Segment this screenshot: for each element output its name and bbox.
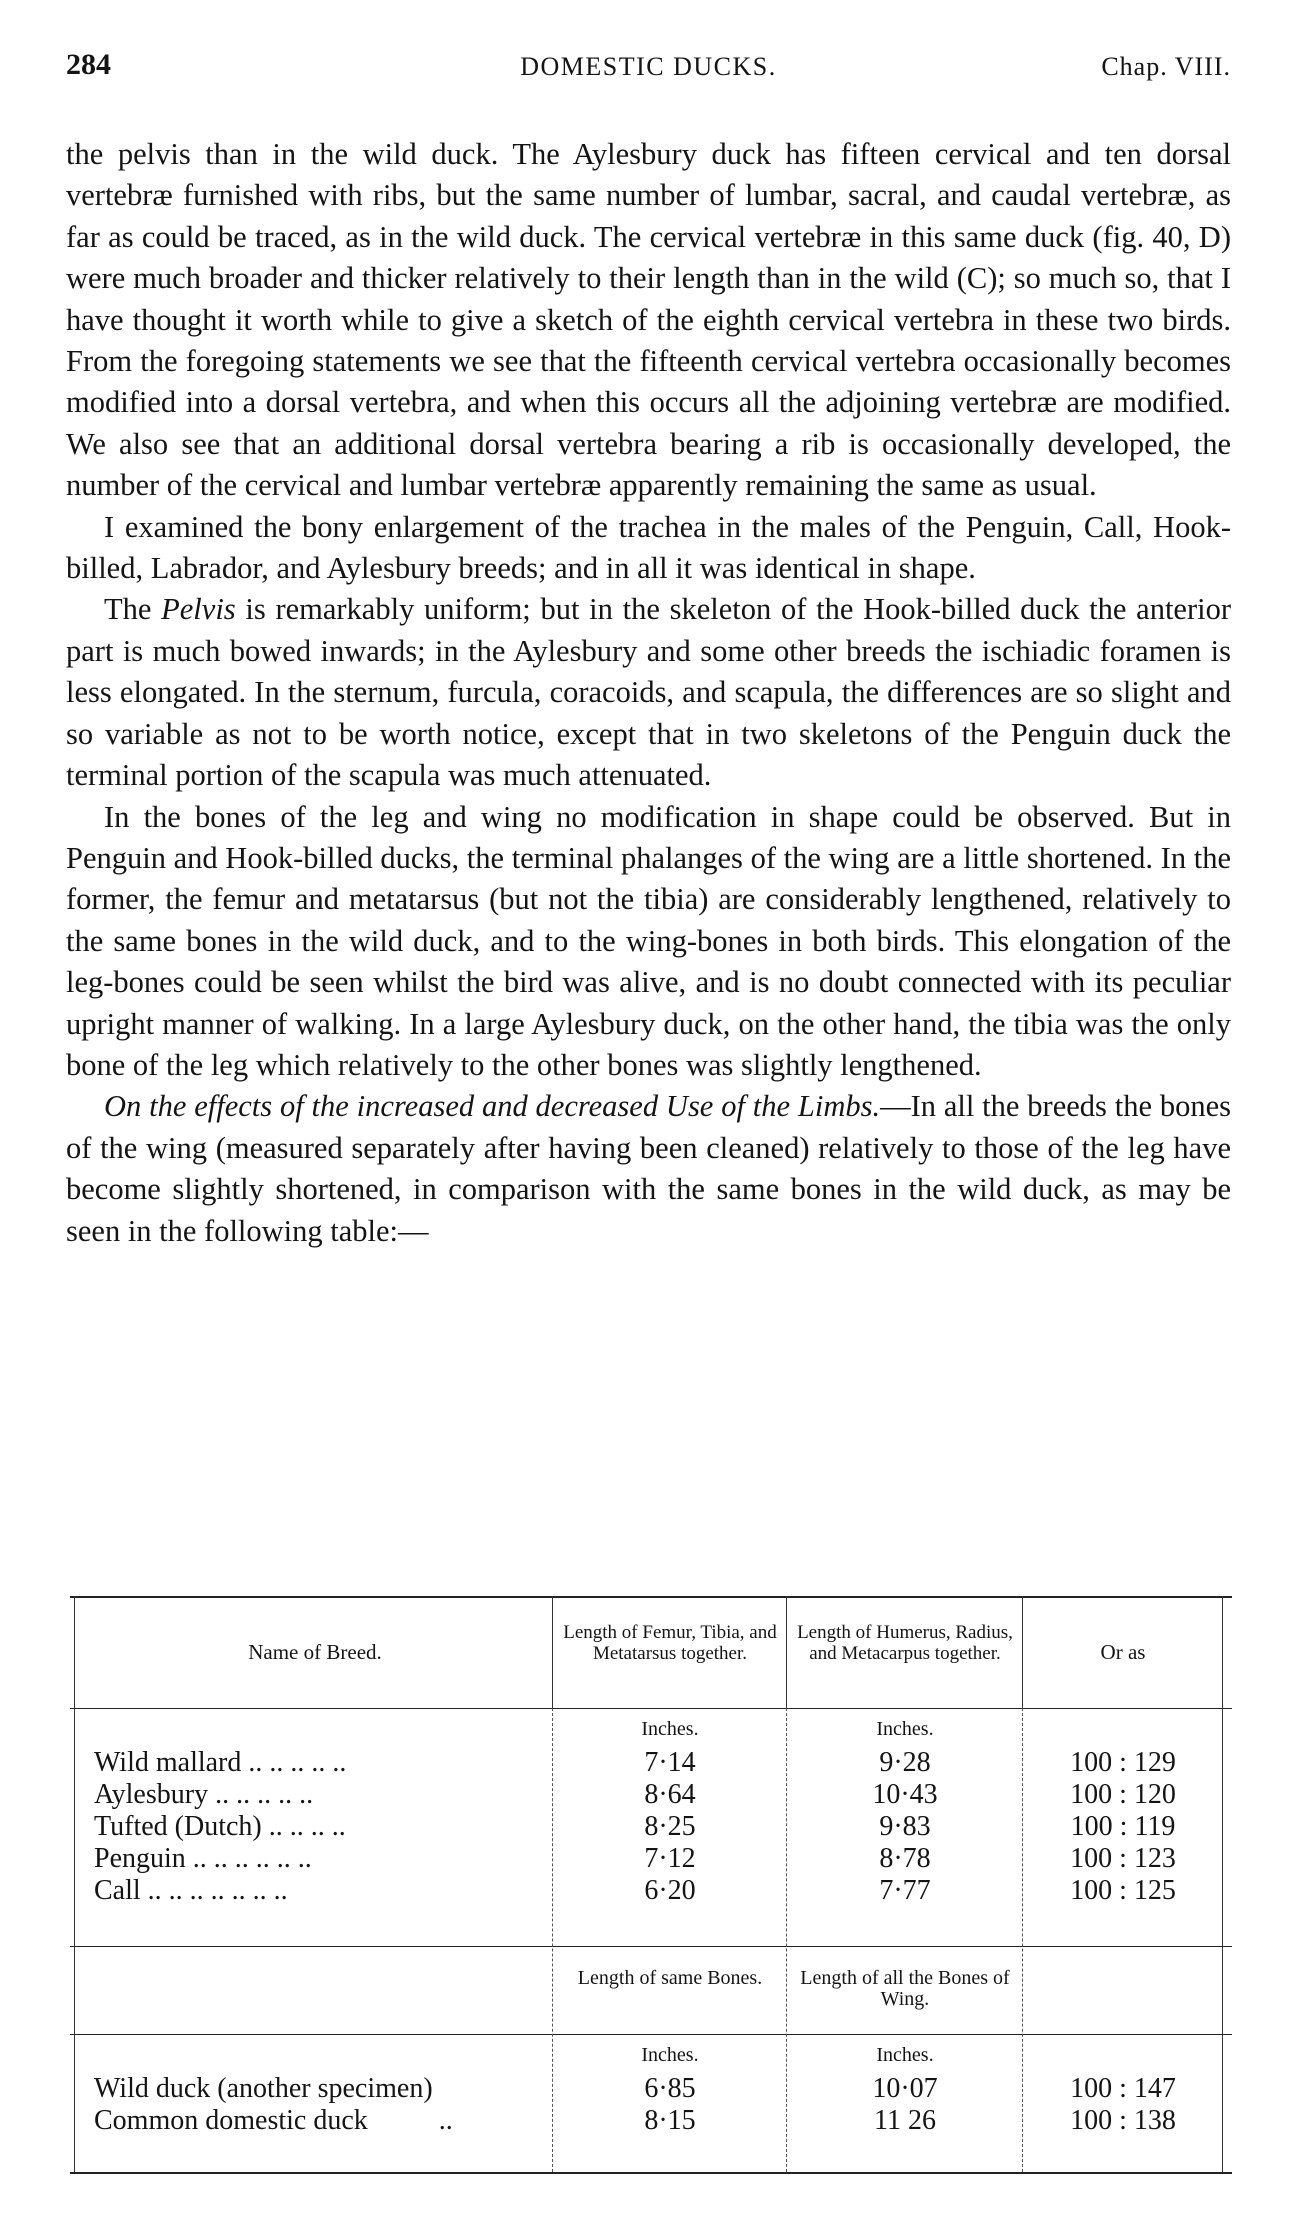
ratio-value: 100 : 138 bbox=[1070, 2105, 1176, 2136]
ratio-value: 100 : 129 bbox=[1070, 1747, 1176, 1778]
paragraph-limbs: On the effects of the increased and decreased Use of the Limbs.—In all the breeds the bones of the wing (measured separately after having been cleaned) relatively to those of the leg have become slightly shortened, in comparison with the same bones in the wild duck, as may be seen in the following table:— bbox=[66, 1089, 1232, 1248]
header-leg-2: Length of same Bones. bbox=[577, 1967, 763, 1989]
breed-name: Wild duck (another specimen) bbox=[94, 2073, 433, 2104]
running-title: DOMESTIC DUCKS. bbox=[520, 52, 777, 81]
leg-length: 6·20 bbox=[644, 1875, 696, 1906]
breed-name: Wild mallard bbox=[94, 1747, 242, 1778]
breed-name: Tufted (Dutch) bbox=[94, 1811, 262, 1842]
header-rule bbox=[70, 1708, 1232, 1709]
header-wing: Length of Humerus, Radius, and Metacarpus together. bbox=[797, 1622, 1013, 1664]
col-divider-1-head bbox=[552, 1596, 553, 1708]
paragraph-vertebrae: the pelvis than in the wild duck. The Aylesbury duck has fifteen cervical and ten dorsal vertebræ furnished with ribs, but the same number of lumbar, sacral, and caudal vertebræ, as far as could be traced, as in the wild duck. The cervical vertebræ in this same duck (fig. 40, D) were much broader and thicker relatively to their length than in the wild (C); so much so, that I have thought it worth while to give a sketch of the eighth cervical vertebra in these two birds. From the foregoing statements we see that the fifteenth cervical vertebra occasionally becomes modified into a dorsal vertebra, and when this occurs all the adjoining vertebræ are modified. We also see that an additional dorsal vertebra bearing a rib is occasionally developed, the number of the cervical and lumbar vertebræ apparently remaining the same as usual. bbox=[66, 137, 1231, 503]
leg-length: 7·14 bbox=[644, 1747, 696, 1778]
paragraph-leg-bones: In the bones of the leg and wing no modification in shape could be observed. But in Penguin and Hook-billed ducks, the terminal phalanges of the wing are a little shortened. In the former, the femur and metatarsus (but not the tibia) are considerably lengthened, relatively to the same bones in the wild duck, and to the wing-bones in both birds. This elongation of the leg-bones could be seen whilst the bird was alive, and is no doubt connected with its peculiar upright manner of walking. In a large Aylesbury duck, on the other hand, the tibia was the only bone of the leg which relatively to the other bones was slightly lengthened. bbox=[66, 799, 1231, 1082]
breed-name: Aylesbury bbox=[94, 1779, 209, 1810]
chapter-label: Chap. VIII. bbox=[1101, 52, 1231, 81]
unit-inches-leg: Inches. bbox=[641, 1718, 699, 1740]
header-wing-2: Length of all the Bones of Wing. bbox=[800, 1967, 1010, 2010]
ratio-value: 100 : 119 bbox=[1070, 1811, 1176, 1842]
col-divider-2 bbox=[786, 1708, 787, 2172]
col-divider-2-head bbox=[786, 1596, 787, 1708]
italic-limbs-heading: On the effects of the increased and decreased Use of the Limbs. bbox=[104, 1089, 881, 1124]
leg-length: 6·85 bbox=[644, 2073, 696, 2104]
unit-inches-wing: Inches. bbox=[876, 1718, 934, 1740]
ratio-value: 100 : 120 bbox=[1070, 1779, 1176, 1810]
section-rule bbox=[70, 1946, 1232, 1947]
wing-length: 10·43 bbox=[872, 1779, 938, 1810]
page-number: 284 bbox=[66, 48, 111, 81]
header-leg: Length of Femur, Tibia, and Metatarsus together. bbox=[563, 1622, 777, 1664]
table-top-rule bbox=[70, 1596, 1232, 1598]
header-breed: Name of Breed. bbox=[248, 1640, 382, 1664]
leg-length: 7·12 bbox=[644, 1843, 696, 1874]
breed-name: Penguin bbox=[94, 1843, 186, 1874]
right-border bbox=[1222, 1596, 1223, 2172]
wing-length: 8·78 bbox=[879, 1843, 931, 1874]
leg-length: 8·15 bbox=[644, 2105, 696, 2136]
wing-length: 9·28 bbox=[879, 1747, 931, 1778]
col-divider-3-head bbox=[1022, 1596, 1023, 1708]
ratio-value: 100 : 147 bbox=[1070, 2073, 1176, 2104]
left-border bbox=[74, 1596, 75, 2172]
breed-name: Call bbox=[94, 1875, 141, 1906]
paragraph-trachea: I examined the bony enlargement of the trachea in the males of the Penguin, Call, Hook-billed, Labrador, and Aylesbury breeds; and in all it was identical in shape. bbox=[66, 509, 1231, 586]
bone-measurement-table: Name of Breed. Length of Femur, Tibia, and Metatarsus together. Length of Humerus, Radius, and Metacarpus together. Or as Inches. Inches. Wild mallard .. .. .. .. .. 7·14 9·28 100 : 129 Aylesbury .. .. .. .. .. 8·64 10·43 100 : 120 Tufted (Dutch) .. .. .. .. 8·25 9·83 100 : 119 Penguin .. .. .. .. .. .. 7·12 8·78 100 : 123 Call .. .. .. .. .. .. .. 6·20 7·77 100 : 125 Length of same Bones. Length of all the Bones of Wing. Inches. Inches. Wild duck (another specimen) 6·85 10·07 100 : 147 Common domestic duck .. 8·15 11 26 100 : 138 bbox=[70, 1596, 1232, 2176]
header-ratio: Or as bbox=[1100, 1640, 1146, 1664]
wing-length: 9·83 bbox=[879, 1811, 931, 1842]
ratio-value: 100 : 123 bbox=[1070, 1843, 1176, 1874]
body-text bbox=[66, 134, 1231, 1252]
col-divider-1 bbox=[552, 1708, 553, 2172]
unit-inches-leg-2: Inches. bbox=[641, 2044, 699, 2066]
leg-length: 8·25 bbox=[644, 1811, 696, 1842]
header2-rule bbox=[70, 2034, 1232, 2035]
table-bottom-rule bbox=[70, 2172, 1232, 2174]
paragraph-pelvis: The Pelvis is remarkably uniform; but in the skeleton of the Hook-billed duck the anterior part is much bowed inwards; in the Aylesbury and some other breeds the ischiadic foramen is less elongated. In the sternum, furcula, coracoids, and scapula, the differences are so slight and so variable as not to be worth notice, except that in two skeletons of the Penguin duck the terminal portion of the scapula was much attenuated. bbox=[66, 592, 1231, 793]
leg-length: 8·64 bbox=[644, 1779, 696, 1810]
italic-pelvis: Pelvis bbox=[161, 592, 236, 627]
wing-length: 11 26 bbox=[874, 2105, 936, 2136]
wing-length: 10·07 bbox=[872, 2073, 938, 2104]
page-header bbox=[66, 48, 1231, 88]
wing-length: 7·77 bbox=[879, 1875, 931, 1906]
ratio-value: 100 : 125 bbox=[1070, 1875, 1176, 1906]
breed-name: Common domestic duck bbox=[94, 2105, 368, 2136]
unit-inches-wing-2: Inches. bbox=[876, 2044, 934, 2066]
col-divider-3 bbox=[1022, 1708, 1023, 2172]
